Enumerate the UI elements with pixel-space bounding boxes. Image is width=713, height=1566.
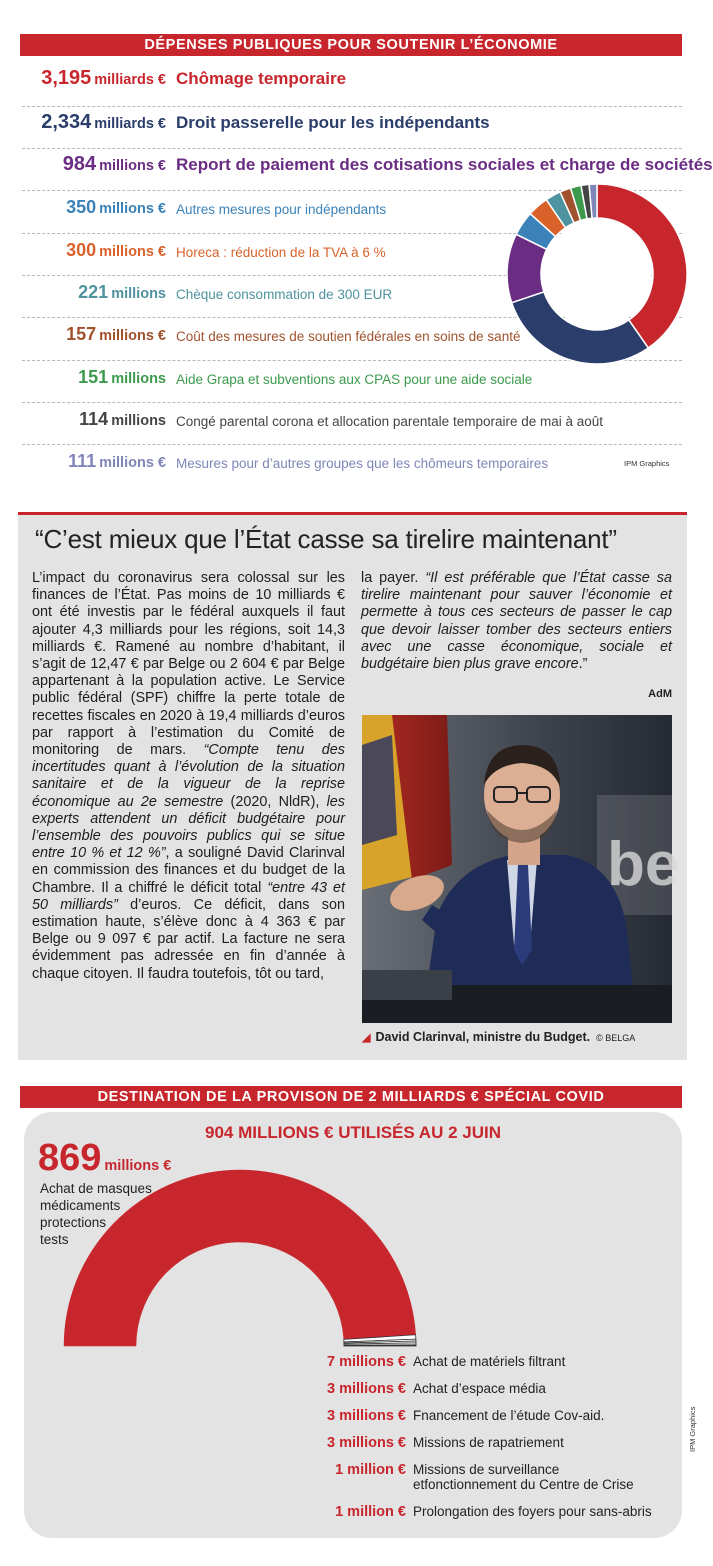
spending-donut-chart bbox=[505, 182, 689, 366]
caption-text: David Clarinval, ministre du Budget. bbox=[375, 1030, 591, 1044]
spending-amount bbox=[22, 197, 166, 218]
main-amount-items bbox=[40, 1180, 152, 1248]
spending-description: Coût des mesures de soutien fédérales en soins de santé bbox=[176, 329, 521, 344]
provision-item-amount: 7 millions € bbox=[327, 1354, 406, 1370]
provision-item-description: Fnancement de l’étude Cov-aid. bbox=[413, 1408, 605, 1423]
article-headline: “C’est mieux que l’État casse sa tirelire maintenant” bbox=[35, 524, 617, 554]
spending-amount bbox=[22, 111, 166, 134]
photo-credit: © BELGA bbox=[596, 1033, 636, 1043]
portrait-illustration bbox=[362, 715, 680, 1023]
spending-description: Autres mesures pour indépendants bbox=[176, 202, 387, 217]
half-donut-slice bbox=[344, 1345, 416, 1346]
ipm-credit-vertical: IPM Graphics bbox=[688, 1406, 697, 1452]
main-amount-unit: millions € bbox=[104, 1158, 172, 1174]
caption-marker-icon: ◢ bbox=[362, 1032, 371, 1044]
spending-amount-number: 350 bbox=[66, 197, 97, 217]
spending-amount-number: 3,195 bbox=[41, 67, 92, 89]
provision-item-description: Missions de rapatriement bbox=[413, 1435, 564, 1450]
article-quote: les experts attendent un déficit budgétaire pour l’ensemble des pouvoirs publics qui se situe entre 10 % et 12 %” bbox=[32, 793, 346, 862]
article-paragraph bbox=[361, 570, 672, 673]
article-text: L’impact du coronavirus sera colossal sur les finances de l’État. Pas moins de 10 milliards € ont été investis par le fédéral auxquels il faut ajouter 4,3 milliards pour les régions, soit 14,3 milliards €. Ramené au nombre d’habitant, il s’agit de 12,47 € par Belge ou 2 604 € par Belge appartenant à la population active. Le Service public fédéral (SPF) chiffre la perte totale de recettes fiscales en 2020 à 19,4 milliards d’euros par rapport à l’estimation du Comité de monitoring de mars. bbox=[32, 570, 345, 759]
article-quote: “entre 43 et 50 milliards” bbox=[32, 879, 345, 913]
article-paragraph bbox=[32, 570, 345, 983]
spending-row bbox=[22, 62, 682, 94]
spending-amount-number: 114 bbox=[79, 409, 109, 429]
main-amount-item: Achat de masques bbox=[40, 1181, 152, 1196]
spending-amount-unit: millions € bbox=[99, 158, 166, 174]
spending-amount bbox=[22, 240, 166, 261]
article-text: (2020, NldR), bbox=[223, 793, 327, 810]
spending-amount-number: 300 bbox=[66, 240, 97, 260]
spending-description: Chômage temporaire bbox=[176, 69, 347, 88]
spending-amount bbox=[22, 324, 166, 345]
spending-amount bbox=[22, 409, 166, 430]
spending-amount-unit: millions € bbox=[99, 328, 166, 344]
article-quote: “Compte tenu des incertitudes quant à l’évolution de la situation sanitaire et de la vigueur de la reprise économique au 2e semestre bbox=[32, 742, 346, 810]
spending-amount bbox=[22, 367, 166, 388]
spending-amount-number: 151 bbox=[78, 367, 109, 387]
spending-description: Horeca : réduction de la TVA à 6 % bbox=[176, 245, 386, 260]
spending-amount-unit: millions € bbox=[99, 455, 166, 471]
spending-row bbox=[22, 402, 682, 434]
provision-item-description: Achat d’espace média bbox=[413, 1381, 546, 1396]
spending-amount-unit: millions € bbox=[99, 201, 166, 217]
main-amount bbox=[38, 1139, 171, 1185]
provision-item-description: Achat de matériels filtrant bbox=[413, 1354, 566, 1369]
author-signature: AdM bbox=[648, 688, 672, 700]
article-quote: “Il est préférable que l’État casse sa tirelire maintenant pour sauver l’économie et permette à tous ces secteurs de passer le cap que devoir laisser tomber des secteurs entiers avec une casse économique, sociale et budgétaire bien plus grave encore bbox=[361, 570, 672, 673]
article-text: .” bbox=[578, 656, 588, 673]
spending-amount-unit: millions bbox=[111, 413, 166, 429]
spending-amount-unit: millions bbox=[111, 286, 166, 302]
spending-amount-number: 984 bbox=[62, 153, 97, 175]
provision-item-description: Missions de surveillance etfonctionnement du Centre de Crise bbox=[413, 1462, 634, 1492]
provision-item-amount: 3 millions € bbox=[327, 1381, 406, 1397]
article-text: d’euros. Ce déficit, dans son estimation haute, s’élève donc à 4 363 € par Belge ou 9 097 € par actif. La facture ne sera évidemment pas adressée en fin d’année à chaque citoyen. Il faudra toutefois, tôt ou tard, bbox=[32, 896, 345, 982]
provision-item-amount: 1 million € bbox=[335, 1504, 406, 1520]
spending-amount-number: 111 bbox=[68, 451, 97, 471]
spending-row bbox=[22, 444, 682, 476]
provision-item-amount: 3 millions € bbox=[327, 1435, 406, 1451]
article-text: la payer. bbox=[361, 570, 426, 586]
spending-amount-number: 221 bbox=[78, 282, 109, 302]
spending-amount bbox=[22, 451, 166, 472]
spending-description: Report de paiement des cotisations sociales et charge de sociétés bbox=[176, 155, 713, 174]
spending-amount-number: 2,334 bbox=[41, 111, 92, 133]
main-amount-item: protections bbox=[40, 1215, 107, 1230]
svg-text:be: be bbox=[607, 830, 680, 899]
photo-david-clarinval bbox=[362, 715, 680, 1023]
donut-hole bbox=[543, 220, 651, 328]
provision-item-amount: 1 million € bbox=[335, 1462, 406, 1478]
spending-amount-number: 157 bbox=[66, 324, 97, 344]
spending-amount-unit: millions € bbox=[99, 244, 166, 260]
main-amount-item: médicaments bbox=[40, 1198, 121, 1213]
spending-amount-unit: milliards € bbox=[94, 116, 166, 132]
spending-amount-unit: milliards € bbox=[94, 72, 166, 88]
spending-amount bbox=[22, 67, 166, 90]
provision-item-description: Prolongation des foyers pour sans-abris bbox=[413, 1504, 652, 1519]
spending-row bbox=[22, 148, 713, 180]
article-text: , a souligné David Clarinval en commission des finances et du budget de la Chambre. Il a chiffré le déficit total bbox=[32, 845, 345, 896]
section1-banner: DÉPENSES PUBLIQUES POUR SOUTENIR L’ÉCONOMIE bbox=[20, 34, 682, 56]
spending-description: Droit passerelle pour les indépendants bbox=[176, 113, 490, 132]
article-column-2 bbox=[361, 570, 672, 673]
spending-amount-unit: millions bbox=[111, 371, 166, 387]
ipm-credit: IPM Graphics bbox=[624, 459, 670, 468]
spending-description: Aide Grapa et subventions aux CPAS pour une aide sociale bbox=[176, 372, 533, 387]
main-amount-item: tests bbox=[40, 1232, 69, 1247]
section3-banner: DESTINATION DE LA PROVISON DE 2 MILLIARDS € SPÉCIAL COVID bbox=[20, 1086, 682, 1108]
spending-amount bbox=[22, 282, 166, 303]
spending-description: Congé parental corona et allocation parentale temporaire de mai à août bbox=[176, 414, 604, 429]
article-column-1 bbox=[32, 570, 345, 983]
main-amount-number: 869 bbox=[38, 1137, 102, 1179]
spending-description: Mesures pour d’autres groupes que les chômeurs temporaires bbox=[176, 456, 549, 471]
spending-description: Chèque consommation de 300 EUR bbox=[176, 287, 393, 302]
spending-row bbox=[22, 106, 682, 138]
spending-amount bbox=[22, 153, 166, 176]
provision-item-amount: 3 millions € bbox=[327, 1408, 406, 1424]
provision-subtitle: 904 MILLIONS € UTILISÉS AU 2 JUIN bbox=[205, 1123, 501, 1142]
photo-caption bbox=[362, 1030, 635, 1044]
